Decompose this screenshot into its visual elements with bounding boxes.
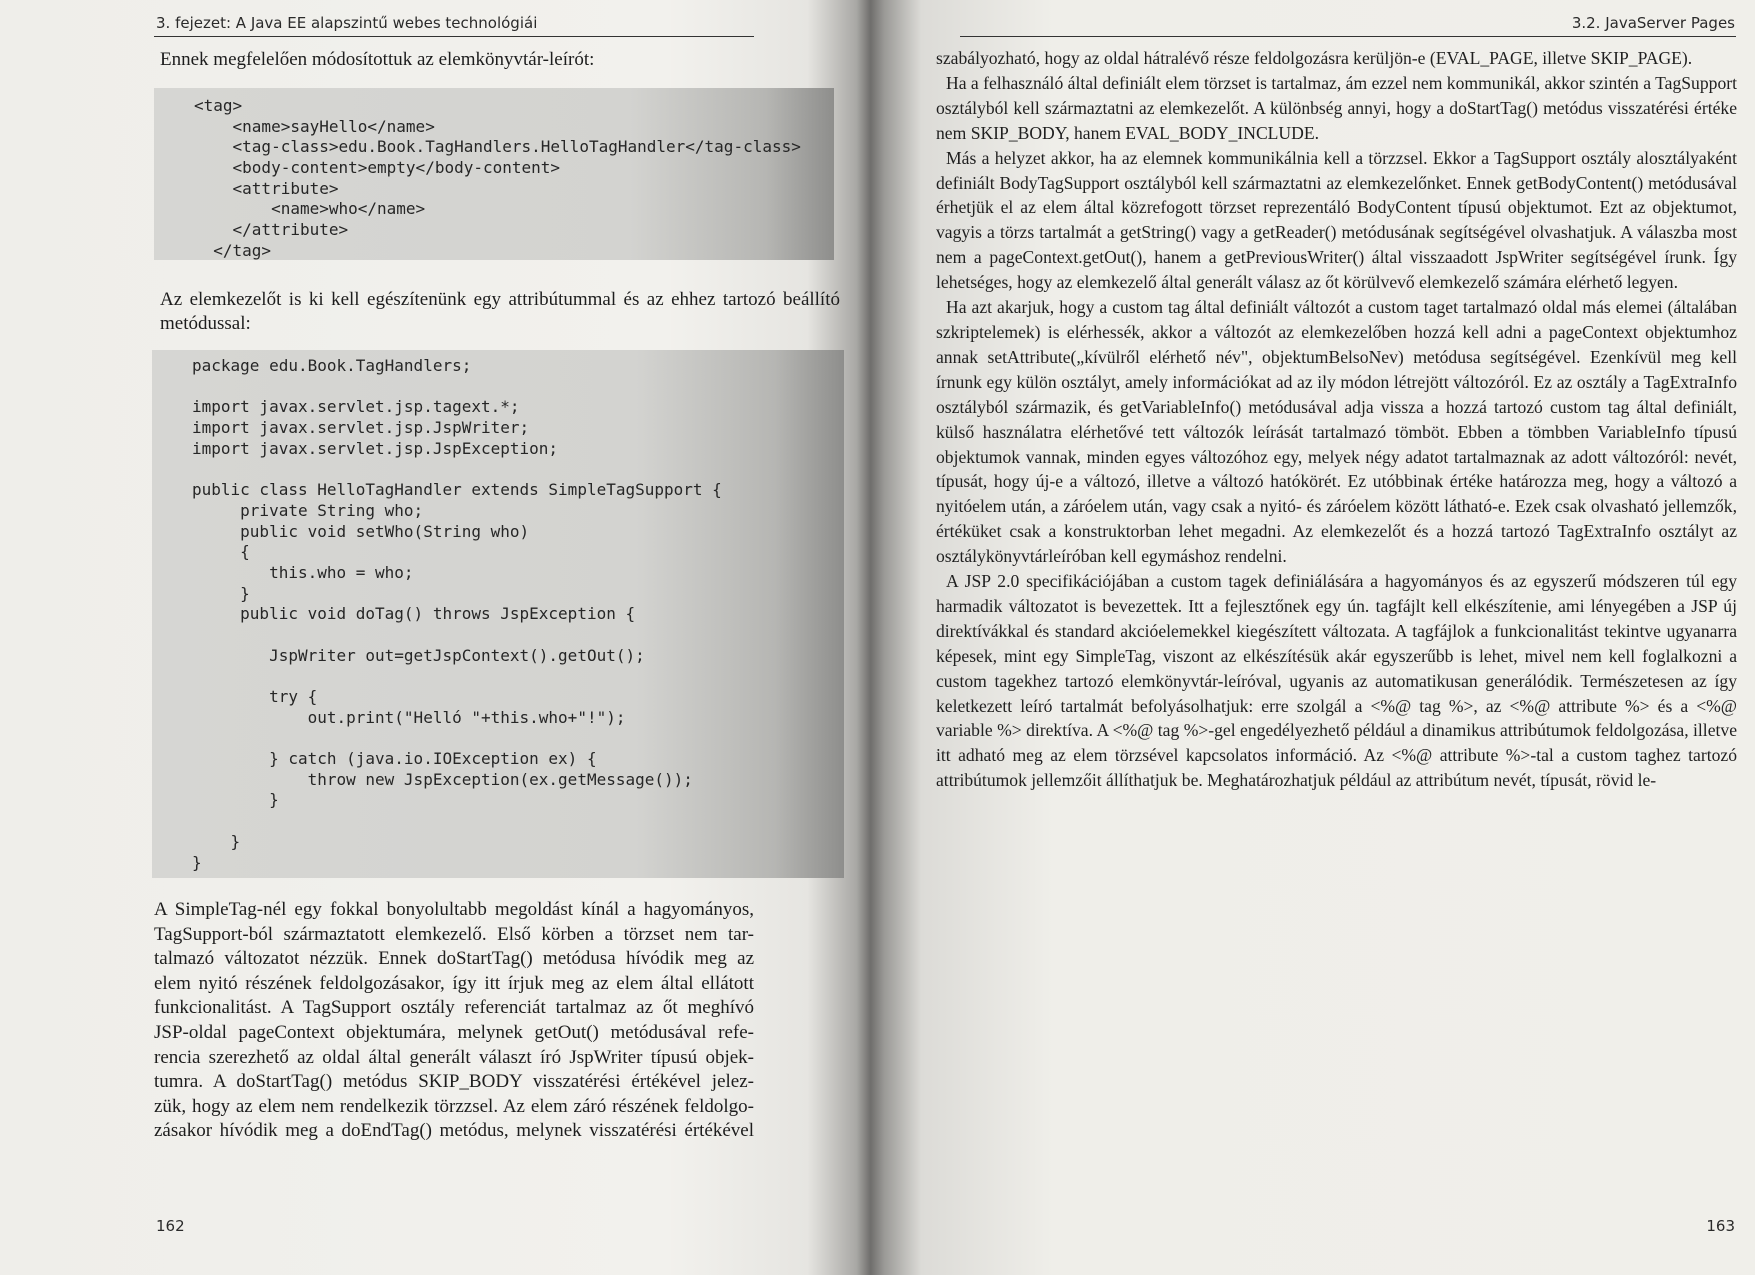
final-text-line: talmazó változatot nézzük. Ennek doStartTag() metódusa hívódik meg az: [154, 948, 754, 970]
mid-text: Az elemkezelőt is ki kell egészítenünk egy attribútummal és az ehhez tartozó beállító metódussal:: [160, 289, 840, 334]
right-paragraph: Ha a felhasználó által definiált elem törzset is tartalmaz, ám ezzel nem kommunikál, akkor szintén a TagSupport osztályból kell származtatni az elemkezelőt. A különbség annyi, hogy a doStartTag() metódus visszatérési értéke nem SKIP_BODY, hanem EVAL_BODY_INCLUDE.: [936, 72, 1737, 143]
header-rule-left: [154, 36, 754, 37]
code-block-java: [152, 350, 844, 878]
final-text-line: zük, hogy az elem nem rendelkezik törzzsel. Az elem záró részének feldolgo-: [154, 1095, 754, 1117]
right-paragraph: Ha azt akarjuk, hogy a custom tag által definiált változót a custom taget tartalmazó oldal más elemei (általában szkriptelemek) is elérhessék, akkor a változót az elemkezelőben hozzá kell adni a pageContext objektumhoz annak setAttribute(„kívülről elérhető név", objektumBelsoNev) metódusa segítségével. Ezenkívül meg kell írnunk egy külön osztályt, amely információkat ad az ily módon létrejött változóról. Ez az osztály a TagExtraInfo osztályból származik, és getVariableInfo() metódusával adja vissza a hozzá tartozó custom tag által definiált, külső használatra elérhetővé tett változók leírását tartalmazó tömböt. Ebben a tömbben VariableInfo típusú objektumok vannak, minden egyes változóhoz egy, melyek négy adatot tartalmaznak az adott változóról: nevét, típusát, hogy új-e a változó, illetve a változó hatókörét. Ez utóbbinak értéke határozza meg, hogy a változó a nyitóelem után, a záróelem után, vagy csak a nyitó- és záróelem között látható-e. Ezek csak olvasható jellemzők, értéküket csak a konstruktorban lehet megadni. Az elemkezelőt és a hozzá tartozó TagExtraInfo osztályt az osztálykönyvtárleíróban kell egymáshoz rendelni.: [936, 297, 1737, 567]
code-java-line: [192, 377, 844, 398]
code-java-line: private String who;: [192, 500, 424, 520]
code-java-line: public void doTag() throws JspException {: [192, 604, 636, 624]
code-java-line: package edu.Book.TagHandlers;: [192, 356, 472, 375]
code-java-line: JspWriter out=getJspContext().getOut();: [192, 645, 645, 665]
code-java-line: this.who = who;: [192, 562, 414, 582]
final-text-line: A SimpleTag-nél egy fokkal bonyolultabb megoldást kínál a hagyományos,: [154, 899, 754, 920]
right-page: [868, 0, 1755, 1275]
right-page-text: [936, 46, 1737, 793]
code-tld-line: </tag>: [194, 240, 272, 260]
page-number-left: 162: [156, 1217, 185, 1235]
page-number-right: 163: [1706, 1217, 1735, 1235]
final-text-line: elem nyitó részének feldolgozásakor, így itt írjuk meg az elem által ellátott: [154, 972, 754, 994]
code-tld-line: </attribute>: [194, 220, 349, 240]
final-text-line: funkcionalitást. A TagSupport osztály referenciát tartalmaz az őt meghívó: [154, 997, 754, 1019]
code-java-line: [192, 459, 844, 480]
code-tld-line: <body-content>empty</body-content>: [194, 158, 561, 178]
code-java-line: }: [192, 852, 202, 872]
right-paragraph: A JSP 2.0 specifikációjában a custom tagek definiálására a hagyományos és az egyszerű módszeren túl egy harmadik változatot is bevezettek. Itt a fejlesztőnek egy ún. tagfájlt kell elkészítenie, ami lényegében a JSP új direktívákkal és standard akcióelemekkel kiegészített változata. A tagfájlok a funkcionalitást tekintve ugyanarra képesek, mint egy SimpleTag, viszont az elkészítésük akár egyszerűbb is lehet, mivel nem kell foglalkozni a custom tagekhez tartozó elemkönyvtár-leíróval, ugyanis az automatikusan generálódik. Természetesen az így keletkezett leíró tartalmát befolyásolhatjuk: erre szolgál a <%@ tag %>, az <%@ attribute %> és a <%@ variable %> direktíva. A <%@ tag %>-gel engedélyezhető például a dinamikus attribútumok feldolgozása, illetve itt adható meg az elem törzsével kapcsolatos információ. Az <%@ attribute %>-tal a custom taghez tartozó attribútumok jellemzőit állíthatjuk be. Meghatározhatjuk például az attribútum nevét, típusát, rövid le-: [936, 571, 1737, 791]
code-java-line: public class HelloTagHandler extends SimpleTagSupport {: [192, 480, 722, 500]
final-text-line: tumra. A doStartTag() metódus SKIP_BODY visszatérési értékével jelez-: [154, 1071, 754, 1093]
code-java-line: [192, 728, 844, 749]
code-java-line: {: [192, 542, 250, 562]
running-head-right: 3.2. JavaServer Pages: [1571, 14, 1735, 32]
code-tld-line: <name>who</name>: [194, 199, 426, 219]
code-java-line: [192, 625, 844, 646]
intro-text: Ennek megfelelően módosítottuk az elemkönyvtár-leírót:: [160, 49, 595, 70]
code-java-line: [192, 811, 844, 832]
final-text-line: rencia szerezhető az oldal által generált választ író JspWriter típusú objek-: [154, 1046, 754, 1068]
code-java-line: out.print("Helló "+this.who+"!");: [192, 707, 626, 727]
code-tld-line: <tag>: [194, 96, 243, 115]
code-java-line: try {: [192, 687, 318, 706]
final-text-line: JSP-oldal pageContext objektumára, melynek getOut() metódusával refe-: [154, 1021, 754, 1043]
code-tld-line: <tag-class>edu.Book.TagHandlers.HelloTagHandler</tag-class>: [194, 137, 801, 157]
code-tld-line: <name>sayHello</name>: [194, 116, 435, 136]
code-java-line: throw new JspException(ex.getMessage());: [192, 769, 693, 789]
final-text-line: zásakor hívódik meg a doEndTag() metódus, melynek visszatérési értékével: [154, 1120, 754, 1142]
final-text-line: TagSupport-ból származtatott elemkezelő. Első körben a törzset nem tar-: [154, 923, 754, 945]
final-paragraph: [154, 898, 854, 1144]
running-head-left: 3. fejezet: A Java EE alapszintű webes technológiái: [156, 14, 538, 32]
left-page: [0, 0, 860, 1275]
code-java-line: import javax.servlet.jsp.JspWriter;: [192, 418, 530, 438]
header-rule-right: [960, 36, 1736, 37]
code-java-line: public void setWho(String who): [192, 521, 530, 541]
code-java-line: }: [192, 790, 279, 810]
code-java-line: }: [192, 831, 241, 851]
right-paragraph: Más a helyzet akkor, ha az elemnek kommunikálnia kell a törzzsel. Ekkor a TagSupport osztály alosztályaként definiált BodyTagSupport osztályból kell származtatni az elemkezelőnket. Ennek getBodyContent() metódusával érhetjük el az elem által közrefogott törzset reprezentáló BodyContent típusú objektumot. Ezt az objektumot, vagyis a törzs tartalmát a getString() vagy a getReader() metódusának segítségével olvashatjuk. A válaszba most nem a pageContext.getOut(), hanem a getPreviousWriter() által visszaadott JspWriter segítségével írunk. Így lehetséges, hogy az elemkezelő által generált válasz az őt körülvevő elemkezelő számára elérhető legyen.: [936, 147, 1737, 293]
code-java-line: } catch (java.io.IOException ex) {: [192, 749, 597, 769]
code-java-line: [192, 666, 844, 687]
code-tld-line: <attribute>: [194, 178, 339, 198]
right-paragraph: szabályozható, hogy az oldal hátralévő része feldolgozásra kerüljön-e (EVAL_PAGE, illetve SKIP_PAGE).: [936, 48, 1693, 68]
code-java-line: import javax.servlet.jsp.tagext.*;: [192, 397, 520, 417]
code-java-line: }: [192, 583, 250, 603]
code-java-line: import javax.servlet.jsp.JspException;: [192, 438, 559, 458]
code-block-tld: [154, 88, 834, 260]
